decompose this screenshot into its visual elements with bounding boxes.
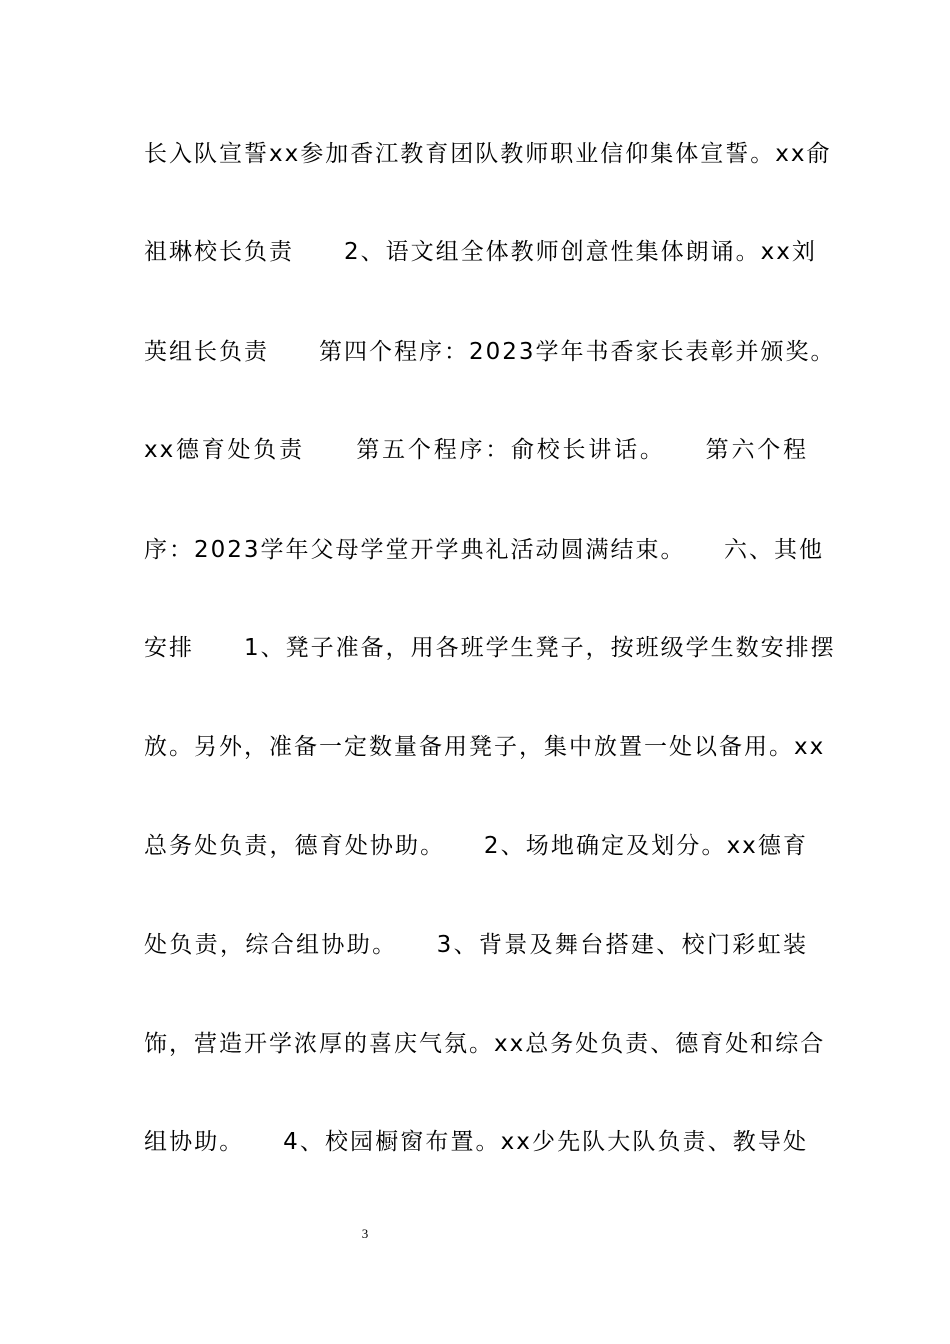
page-number: 3: [361, 1226, 369, 1241]
text-line: 长入队宣誓xx参加香江教育团队教师职业信仰集体宣誓。xx俞: [144, 141, 832, 167]
text-line: 安排 1、凳子准备，用各班学生凳子，按班级学生数安排摆: [144, 635, 836, 661]
text-line: 饰，营造开学浓厚的喜庆气氛。xx总务处负责、德育处和综合: [144, 1031, 826, 1057]
text-line: 总务处负责，德育处协助。 2、场地确定及划分。xx德育: [144, 833, 808, 859]
text-line: 放。另外，准备一定数量备用凳子，集中放置一处以备用。xx: [144, 734, 826, 760]
text-line: 组协助。 4、校园橱窗布置。xx少先队大队负责、教导处: [144, 1129, 808, 1155]
text-line: 处负责，综合组协助。 3、背景及舞台搭建、校门彩虹装: [144, 932, 808, 958]
text-line: 祖琳校长负责 2、语文组全体教师创意性集体朗诵。xx刘: [144, 239, 817, 265]
text-line: 序：2023学年父母学堂开学典礼活动圆满结束。 六、其他: [144, 537, 825, 563]
text-line: xx德育处负责 第五个程序：俞校长讲话。 第六个程: [144, 437, 808, 463]
text-line: 英组长负责 第四个程序：2023学年书香家长表彰并颁奖。: [144, 339, 836, 365]
